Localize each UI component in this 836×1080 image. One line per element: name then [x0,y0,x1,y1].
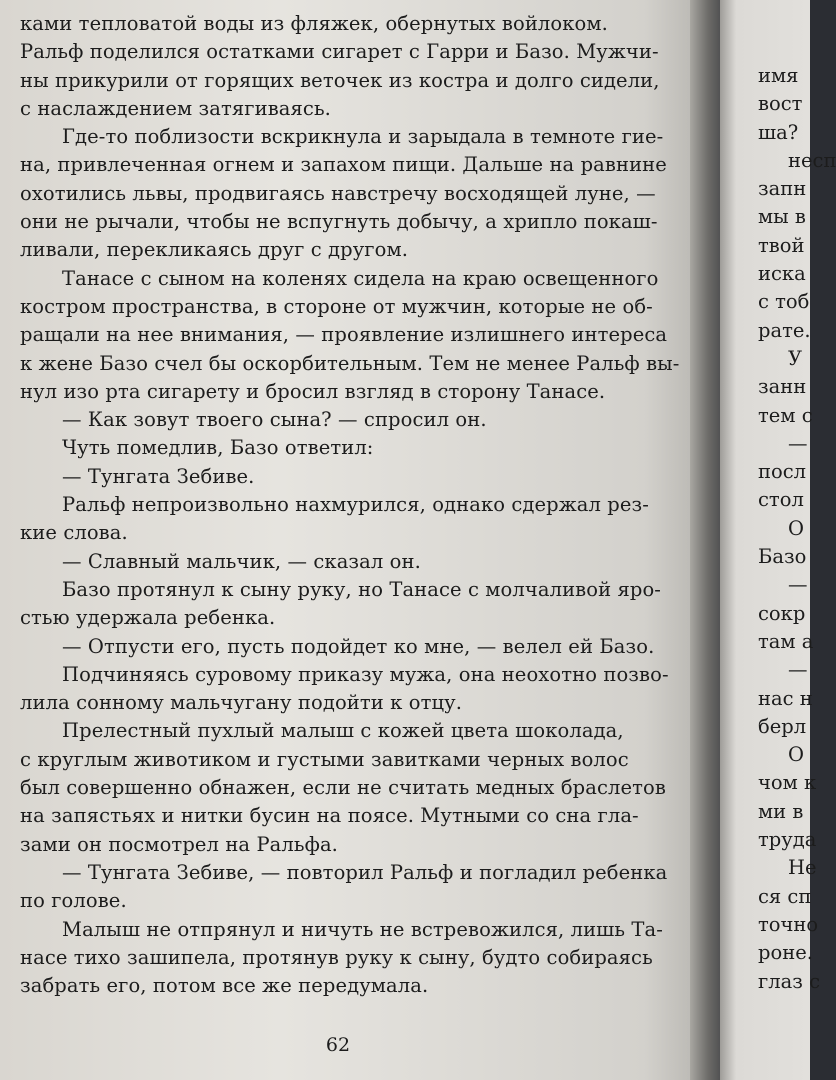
right-text-line: Базо [758,545,807,569]
right-text-line: ми в [758,799,804,823]
right-text-line: иска [758,262,806,286]
right-text-line: ша? [758,120,799,144]
right-text-line: О [788,516,804,540]
right-text-line: с тоб [758,290,810,314]
text-line: ливали, перекликаясь друг с другом. [20,238,409,262]
text-line: охотились львы, продвигаясь навстречу восходящей луне, — [20,181,656,205]
text-line: — Тунгата Зебиве. [62,464,255,488]
right-text-line: там а [758,629,814,653]
right-text-line: труда [758,828,817,852]
right-text-line: Не [788,856,817,880]
text-line: ны прикурили от горящих веточек из костра и долго сидели, [20,68,660,92]
right-text-line: роне. [758,941,813,965]
right-text-line: имя [758,64,799,87]
right-text-line: мы в [758,205,806,229]
right-text-line: У [788,346,803,370]
text-line: зами он посмотрел на Ральфа. [20,832,338,856]
text-line: Малыш не отпрянул и ничуть не встревожился, лишь Та- [62,917,663,941]
right-text-line: чом к [758,771,817,795]
text-line: лила сонному мальчугану подойти к отцу. [20,691,462,715]
right-text-line: — [788,431,808,455]
text-line: нул изо рта сигарету и бросил взгляд в сторону Танасе. [20,379,606,403]
text-line: Подчиняясь суровому приказу мужа, она неохотно позво- [62,662,669,686]
text-line: Ральф поделился остатками сигарет с Гарри и Базо. Мужчи- [20,40,659,64]
right-text-line: стол [758,488,804,512]
text-line: Чуть помедлив, Базо ответил: [62,436,374,460]
text-line: — Отпусти его, пусть подойдет ко мне, — велел ей Базо. [62,634,655,658]
right-text-line: ся сп [758,884,812,908]
right-page [720,0,836,1080]
right-text-line: глаз с [758,969,820,993]
right-text-line: посл [758,460,807,484]
text-line: Прелестный пухлый малыш с кожей цвета шоколада, [62,719,624,743]
right-text-line: берл [758,714,807,738]
right-text-line: — [788,658,808,682]
text-line: Где-то поблизости вскрикнула и зарыдала в темноте гие- [62,125,664,149]
text-line: по голове. [20,889,127,913]
text-line: Ральф непроизвольно нахмурился, однако сдержал рез- [62,493,649,517]
text-line: — Как зовут твоего сына? — спросил он. [62,408,487,432]
right-text-line: занн [758,375,807,399]
right-text-line: вост [758,92,803,116]
right-text-line: запн [758,177,807,201]
right-text-line: тем с [758,403,813,427]
text-line: ращали на нее внимания, — проявление излишнего интереса [20,323,668,347]
text-line: на, привлеченная огнем и запахом пищи. Дальше на равнине [20,153,667,177]
left-page-text [20,10,680,1000]
text-line: на запястьях и нитки бусин на поясе. Мутными со сна гла- [20,804,639,828]
text-line: Базо протянул к сыну руку, но Танасе с молчаливой яро- [62,577,661,601]
text-line: — Славный мальчик, — сказал он. [62,549,421,573]
text-line: ками тепловатой воды из фляжек, обернутых войлоком. [20,12,608,35]
right-text-line: О [788,743,804,767]
text-line: Танасе с сыном на коленях сидела на краю освещенного [62,266,659,290]
text-line: забрать его, потом все же передумала. [20,974,429,998]
text-line: — Тунгата Зебиве, — повторил Ральф и погладил ребенка [62,860,668,884]
text-line: кие слова. [20,521,128,545]
text-line: с круглым животиком и густыми завитками черных волос [20,747,629,771]
right-text-line: нас н [758,686,813,710]
page-number: 62 [325,1034,351,1056]
right-text-line: — [788,573,808,597]
text-line: к жене Базо счел бы оскорбительным. Тем не менее Ральф вы- [20,351,680,375]
text-line: был совершенно обнажен, если не считать медных браслетов [20,776,666,800]
right-text-line: несп [788,148,836,172]
text-line: костром пространства, в стороне от мужчин, которые не об- [20,294,653,318]
right-text-line: рате. [758,318,811,342]
right-text-line: точно [758,912,819,936]
right-page-text [758,62,836,996]
text-line: они не рычали, чтобы не вспугнуть добычу, а хрипло покаш- [20,210,658,234]
text-line: насе тихо зашипела, протянув руку к сыну, будто собираясь [20,945,653,969]
right-text-line: твой [758,233,805,257]
text-line: стью удержала ребенка. [20,606,276,630]
right-text-line: сокр [758,601,806,625]
text-line: с наслаждением затягиваясь. [20,96,331,120]
